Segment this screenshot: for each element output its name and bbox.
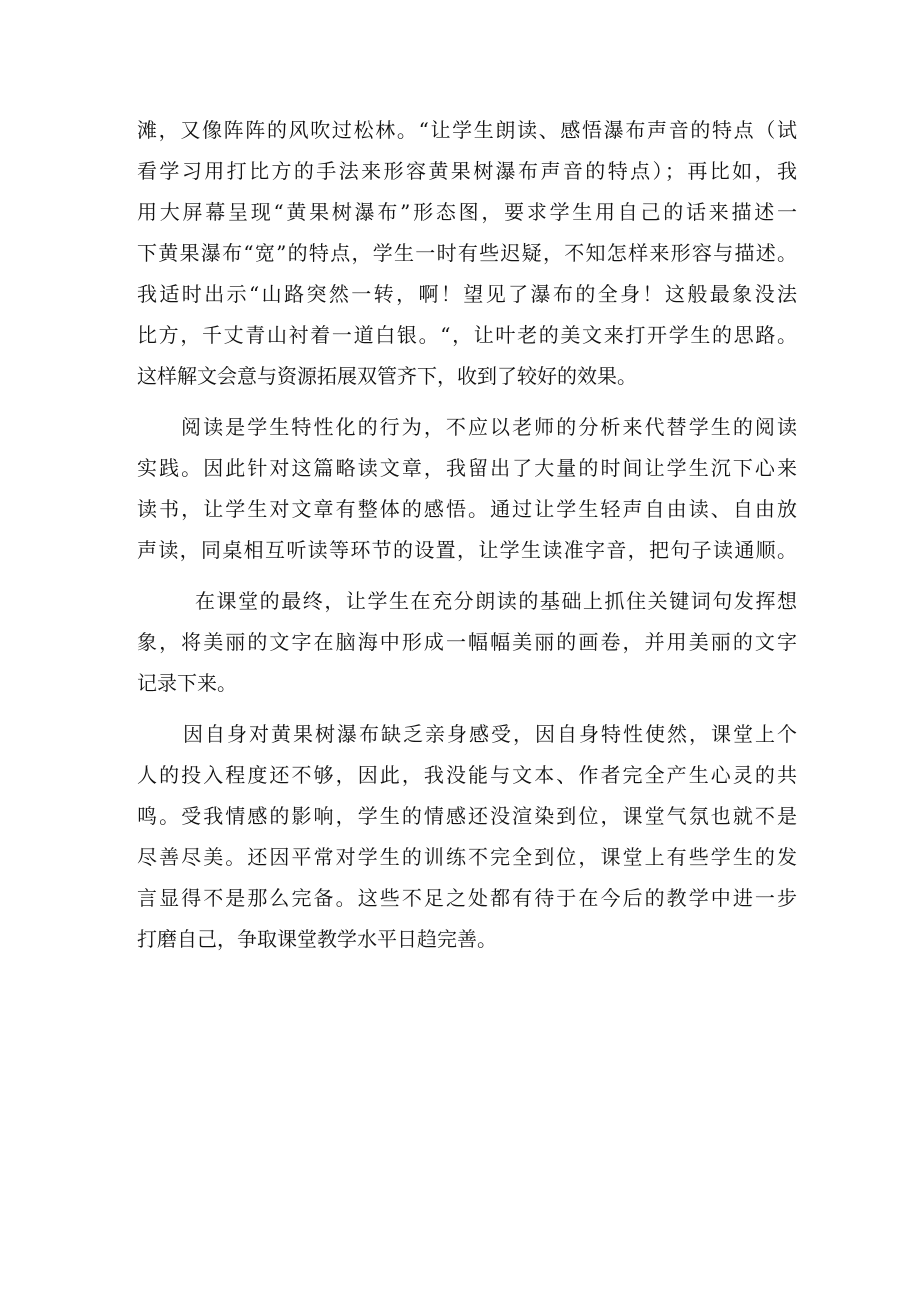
- text-line: 滩，又像阵阵的风吹过松林。“让学生朗读、感悟瀑布声音的特点（试: [137, 118, 797, 142]
- text-line: 下黄果瀑布“宽”的特点，学生一时有些迟疑，不知怎样来形容与描述。: [137, 241, 797, 265]
- paragraph-4: [137, 714, 797, 960]
- text-line: 尽善尽美。还因平常对学生的训练不完全到位，课堂上有些学生的发: [137, 845, 797, 869]
- text-line: 阅读是学生特性化的行为，不应以老师的分析来代替学生的阅读: [181, 415, 797, 439]
- paragraph-1: [137, 110, 797, 397]
- text-line: 看学习用打比方的手法来形容黄果树瀑布声音的特点）；再比如，我: [137, 159, 797, 183]
- paragraph-2: [137, 407, 797, 571]
- text-line: 记录下来。: [137, 671, 237, 695]
- text-line: 用大屏幕呈现“黄果树瀑布”形态图，要求学生用自己的话来描述一: [137, 200, 797, 224]
- text-line: 鸣。受我情感的影响，学生的情感还没渲染到位，课堂气氛也就不是: [137, 804, 797, 828]
- paragraph-3: [137, 581, 797, 704]
- text-line: 在课堂的最终，让学生在充分朗读的基础上抓住关键词句发挥想: [195, 589, 797, 613]
- text-line: 言显得不是那么完备。这些不足之处都有待于在今后的教学中进一步: [137, 886, 797, 910]
- text-line: 因自身对黄果树瀑布缺乏亲身感受，因自身特性使然，课堂上个: [183, 722, 797, 746]
- text-line: 象，将美丽的文字在脑海中形成一幅幅美丽的画卷，并用美丽的文字: [137, 630, 797, 654]
- text-line: 声读，同桌相互听读等环节的设置，让学生读准字音，把句子读通顺。: [137, 538, 797, 562]
- text-line: 读书，让学生对文章有整体的感悟。通过让学生轻声自由读、自由放: [137, 497, 797, 521]
- text-line: 这样解文会意与资源拓展双管齐下，收到了较好的效果。: [137, 364, 637, 388]
- paragraph-spacer: [137, 571, 797, 581]
- text-line: 人的投入程度还不够，因此，我没能与文本、作者完全产生心灵的共: [137, 763, 797, 787]
- document-body: [137, 110, 797, 960]
- text-line: 我适时出示“山路突然一转，啊！望见了瀑布的全身！这般最象没法: [137, 282, 797, 306]
- paragraph-spacer: [137, 397, 797, 407]
- text-line: 实践。因此针对这篇略读文章，我留出了大量的时间让学生沉下心来: [137, 456, 797, 480]
- text-line: 比方，千丈青山衬着一道白银。“，让叶老的美文来打开学生的思路。: [137, 323, 797, 347]
- paragraph-spacer: [137, 704, 797, 714]
- text-line: 打磨自己，争取课堂教学水平日趋完善。: [137, 927, 497, 951]
